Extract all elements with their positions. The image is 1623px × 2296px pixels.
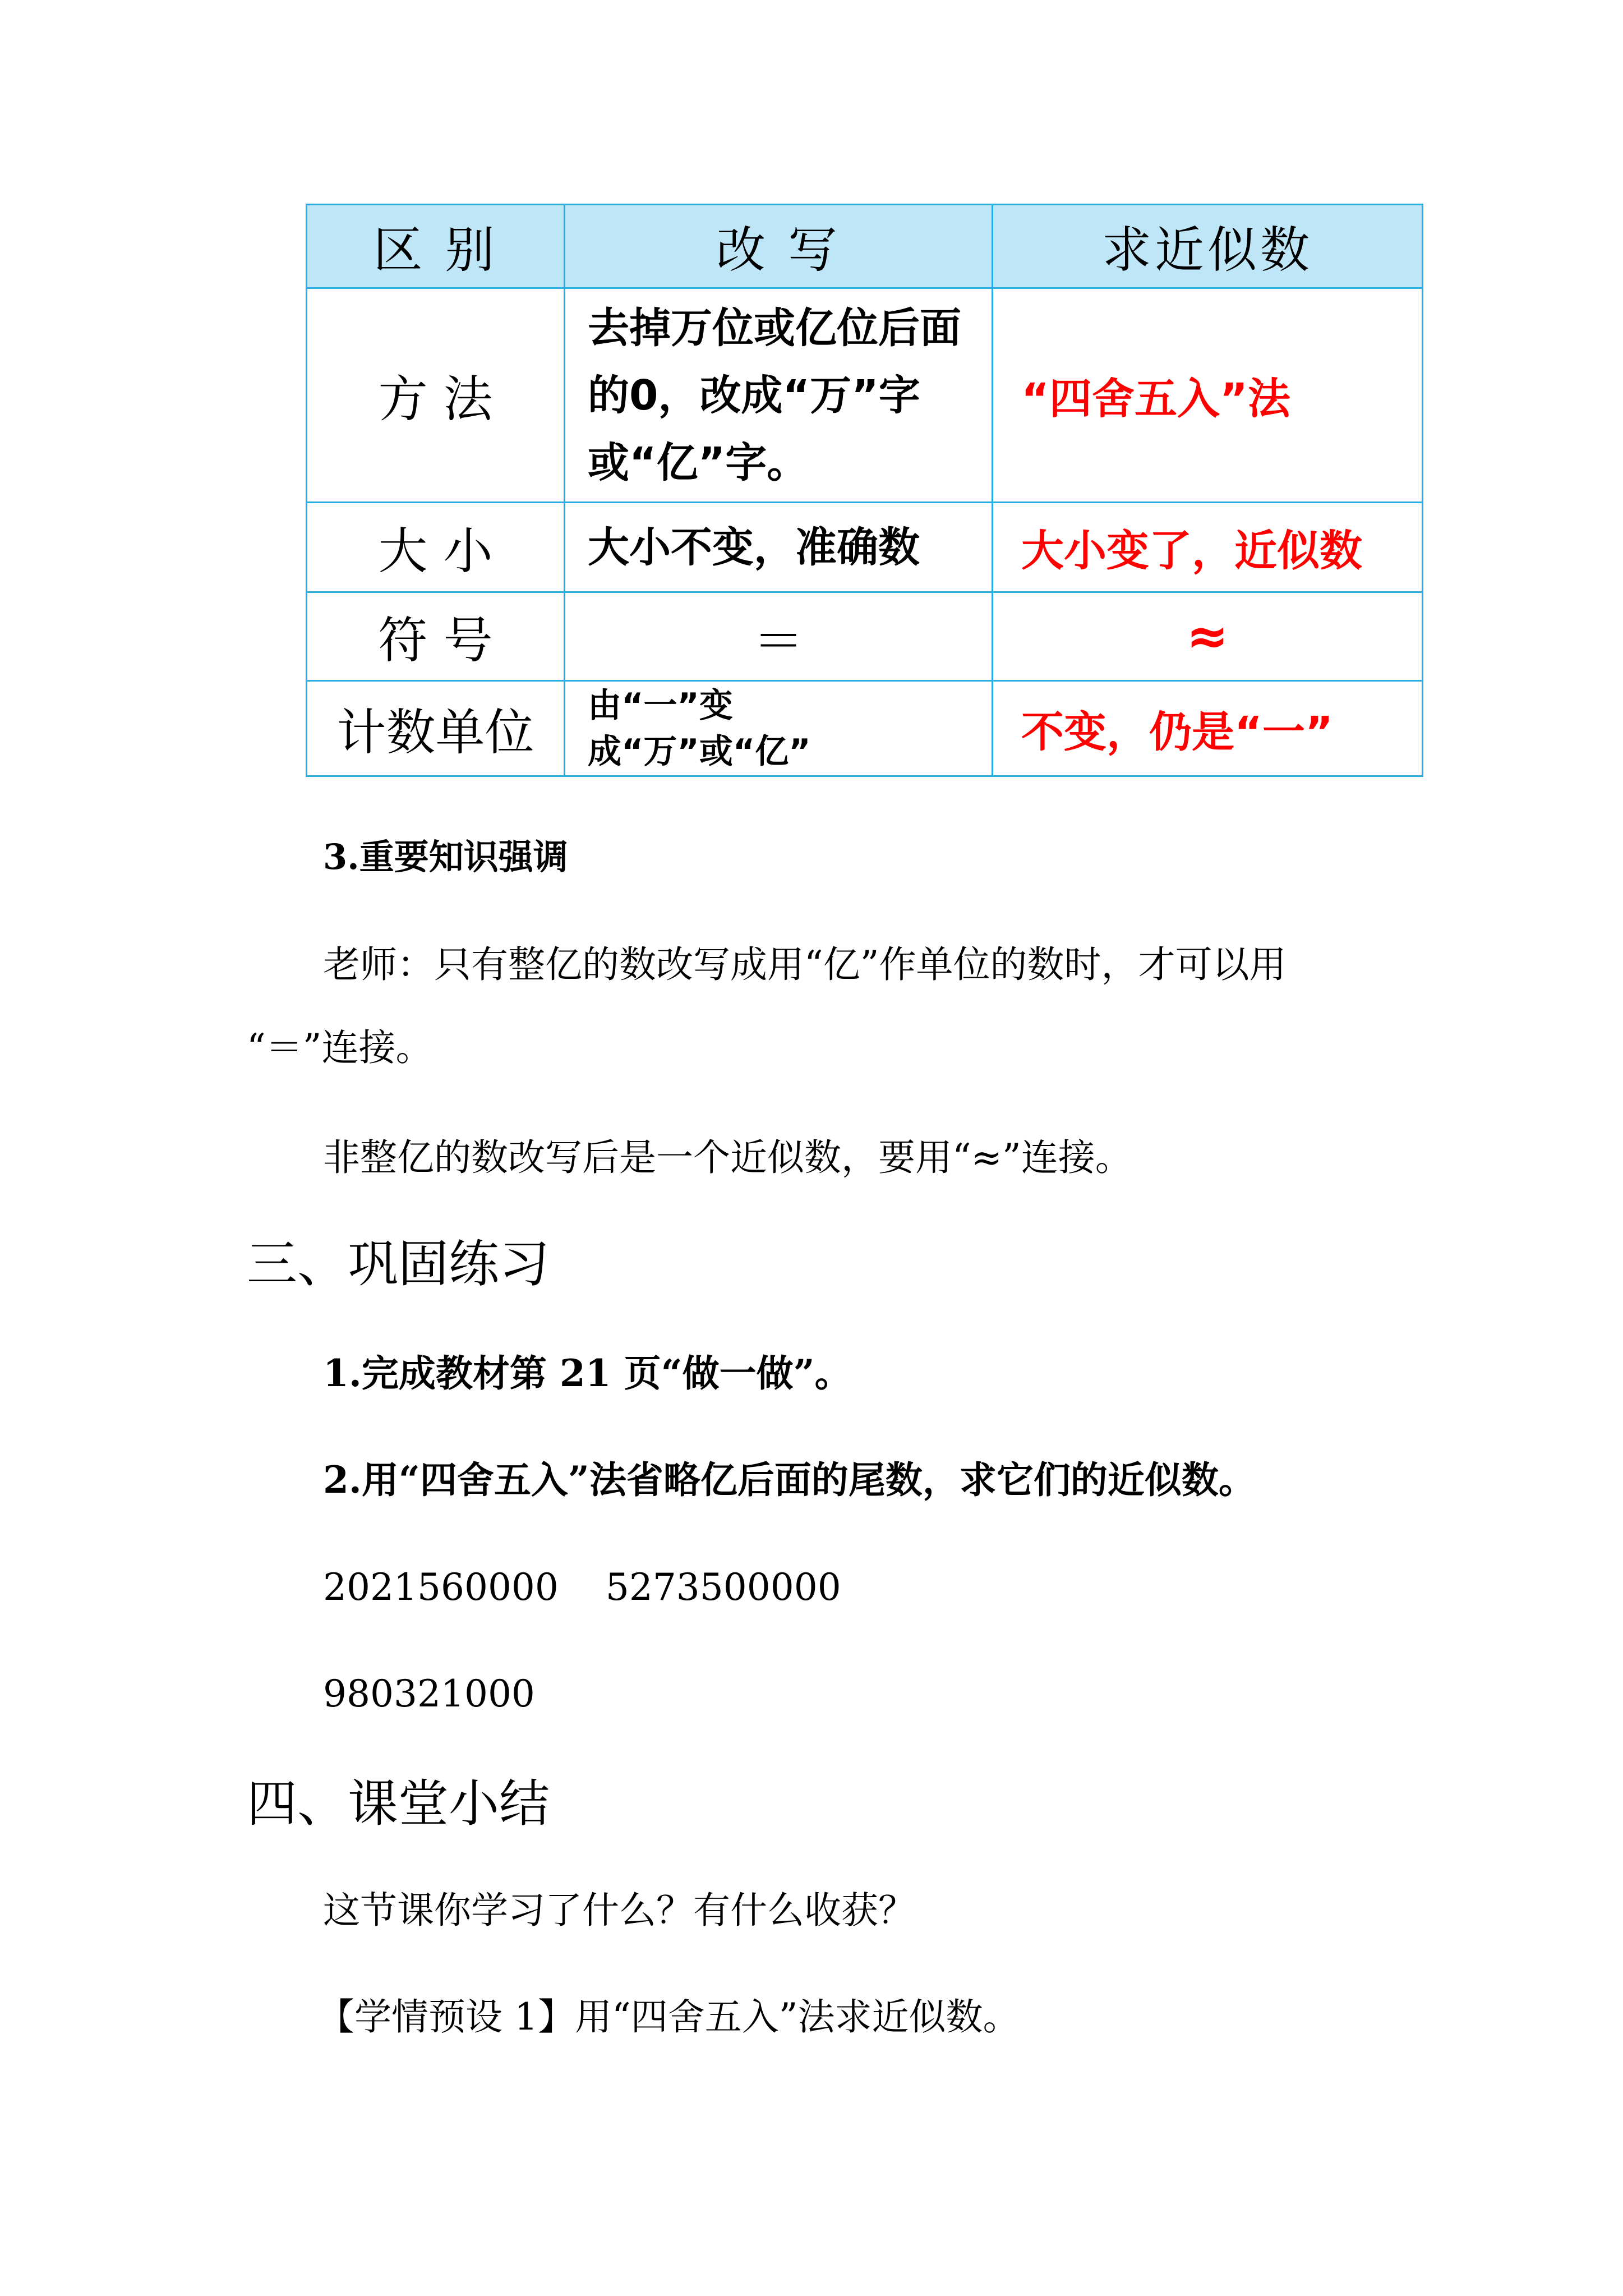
row-label-unit: 计数单位: [307, 681, 565, 776]
header-rewrite: 改 写: [565, 205, 993, 288]
table-row: [307, 592, 1423, 681]
method-approx-cell: “四舍五入”法: [993, 288, 1423, 503]
exercise-2: 2.用“四舍五入”法省略亿后面的尾数，求它们的近似数。: [323, 1458, 1256, 1502]
table-row: [307, 288, 1423, 503]
section-4-title: 四、课堂小结: [247, 1774, 550, 1833]
method-rewrite-cell: 去掉万位或亿位后面的0，改成“万”字或“亿”字。: [565, 288, 993, 503]
symbol-equals-cell: ＝: [565, 592, 993, 681]
non-whole-note: 非整亿的数改写后是一个近似数，要用“≈”连接。: [323, 1136, 1132, 1179]
section-3-title: 三、巩固练习: [247, 1235, 550, 1294]
summary-question: 这节课你学习了什么？有什么收获？: [323, 1889, 915, 1932]
row-label-symbol: 符 号: [307, 592, 565, 681]
teacher-note-line1: 老师：只有整亿的数改写成用“亿”作单位的数时，才可以用: [323, 943, 1287, 986]
table-row: [307, 681, 1423, 776]
header-approximate: 求近似数: [993, 205, 1423, 288]
table-header-row: [307, 205, 1423, 288]
sub-heading-key-knowledge: 3.重要知识强调: [323, 836, 568, 877]
numbers-line2: 980321000: [323, 1672, 535, 1715]
numbers-line1: 2021560000 5273500000: [323, 1566, 841, 1609]
unit-rewrite-cell: 由“一”变成“万”或“亿”: [565, 681, 993, 776]
unit-approx-cell: 不变，仍是“一”: [993, 681, 1423, 776]
teacher-note-line2: “＝”连接。: [247, 1026, 433, 1069]
header-difference: 区 别: [307, 205, 565, 288]
size-rewrite-cell: 大小不变，准确数: [565, 503, 993, 592]
preset-1: 【学情预设 1】用“四舍五入”法求近似数。: [317, 1995, 1020, 2039]
table-row: [307, 503, 1423, 592]
size-approx-cell: 大小变了，近似数: [993, 503, 1423, 592]
symbol-approx-cell: ≈: [993, 592, 1423, 681]
exercise-1: 1.完成教材第 21 页“做一做”。: [323, 1351, 852, 1395]
row-label-size: 大 小: [307, 503, 565, 592]
row-label-method: 方 法: [307, 288, 565, 503]
comparison-table: [306, 204, 1423, 777]
